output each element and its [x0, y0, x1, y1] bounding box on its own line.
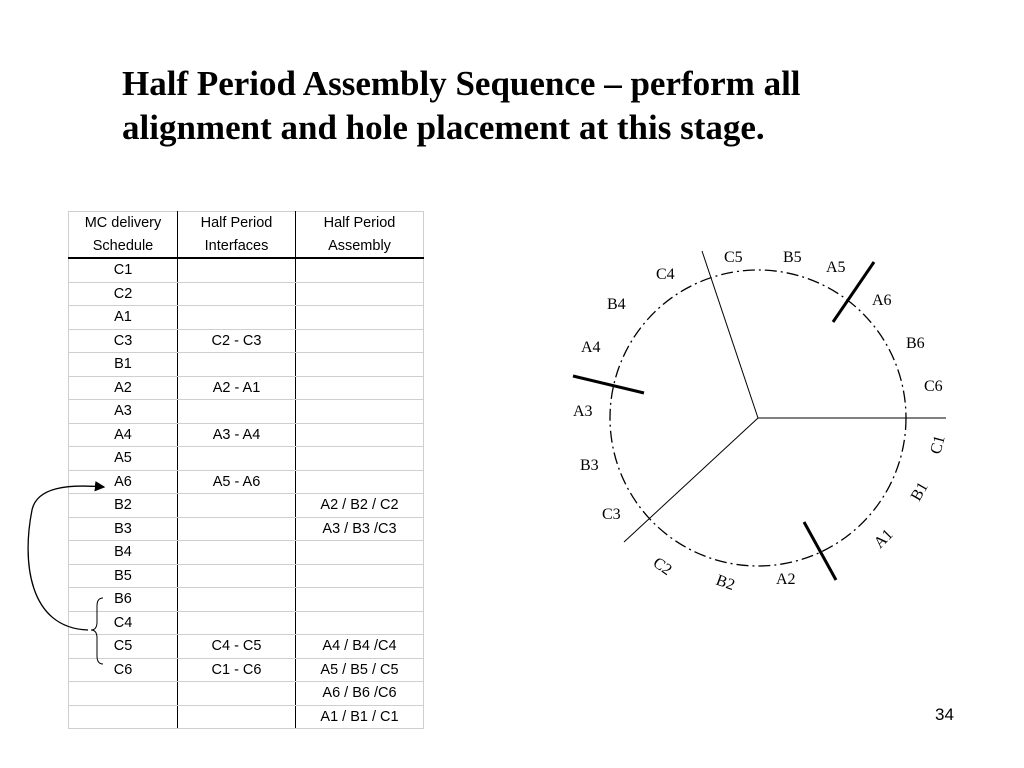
header-interfaces: Half Period — [178, 212, 296, 235]
interface-cell: A2 - A1 — [178, 376, 296, 400]
mc-delivery-cell: A4 — [69, 423, 178, 447]
move-to-b2-arrow — [28, 486, 104, 630]
mc-delivery-cell: B3 — [69, 517, 178, 541]
ring-segment-label: A2 — [776, 571, 796, 588]
ring-segment-label: C4 — [656, 266, 675, 283]
mc-delivery-cell: A6 — [69, 470, 178, 494]
ring-segment-label: B2 — [713, 571, 737, 595]
mc-delivery-cell: A2 — [69, 376, 178, 400]
title-line-1: Half Period Assembly Sequence – perform all — [122, 64, 801, 103]
ring-segment-label: C3 — [602, 506, 621, 523]
mc-delivery-cell: B4 — [69, 541, 178, 565]
mc-delivery-cell: C4 — [69, 611, 178, 635]
sector-line-1 — [702, 251, 758, 418]
assembly-cell: A6 / B6 /C6 — [296, 682, 424, 706]
assembly-cell: A5 / B5 / C5 — [296, 658, 424, 682]
assembly-cell: A1 / B1 / C1 — [296, 705, 424, 729]
ring-segment-label: A4 — [581, 339, 601, 356]
assembly-cell: A4 / B4 /C4 — [296, 635, 424, 659]
title-line-2: alignment and hole placement at this stage. — [122, 108, 765, 147]
mc-delivery-cell: C3 — [69, 329, 178, 353]
ring-segment-label: A3 — [573, 403, 593, 420]
ring-segment-label: B3 — [580, 457, 599, 474]
ring-segment-label: C1 — [927, 433, 949, 457]
header-assembly: Half Period — [296, 212, 424, 235]
ring-segment-label: C2 — [649, 554, 675, 579]
ring-segment-label: A1 — [870, 525, 897, 552]
header-interfaces-sub: Interfaces — [178, 235, 296, 259]
header-mc-delivery: MC delivery — [69, 212, 178, 235]
page-number: 34 — [935, 705, 954, 724]
c-group-brace — [91, 598, 103, 664]
mc-delivery-cell: C5 — [69, 635, 178, 659]
half-period-mark-a1-a2 — [804, 522, 836, 580]
mc-delivery-cell: B6 — [69, 588, 178, 612]
mc-delivery-cell: C2 — [69, 282, 178, 306]
half-period-ring-diagram — [540, 230, 960, 610]
interface-cell: A5 - A6 — [178, 470, 296, 494]
interface-cell: C2 - C3 — [178, 329, 296, 353]
mc-delivery-cell: B5 — [69, 564, 178, 588]
mc-delivery-cell: A5 — [69, 447, 178, 471]
ring-segment-label: B4 — [607, 296, 626, 313]
mc-delivery-cell: C1 — [69, 258, 178, 282]
interface-cell: C4 - C5 — [178, 635, 296, 659]
header-assembly-sub: Assembly — [296, 235, 424, 259]
interface-cell: C1 - C6 — [178, 658, 296, 682]
ring-segment-label: C6 — [924, 378, 943, 395]
assembly-cell: A2 / B2 / C2 — [296, 494, 424, 518]
mc-delivery-cell: B2 — [69, 494, 178, 518]
assembly-cell: A3 / B3 /C3 — [296, 517, 424, 541]
ring-segment-label: B5 — [783, 249, 802, 266]
interface-cell: A3 - A4 — [178, 423, 296, 447]
mc-delivery-cell: A1 — [69, 306, 178, 330]
mc-delivery-cell: C6 — [69, 658, 178, 682]
ring-segment-label: B6 — [906, 335, 925, 352]
mc-delivery-cell: A3 — [69, 400, 178, 424]
ring-segment-label: A6 — [872, 292, 892, 309]
ring-segment-label: B1 — [907, 479, 932, 504]
half-period-mark-a3-a4 — [573, 376, 644, 393]
header-schedule: Schedule — [69, 235, 178, 259]
mc-delivery-cell: B1 — [69, 353, 178, 377]
ring-segment-label: A5 — [826, 259, 846, 276]
sector-line-3 — [624, 418, 758, 542]
ring-segment-label: C5 — [724, 249, 743, 266]
